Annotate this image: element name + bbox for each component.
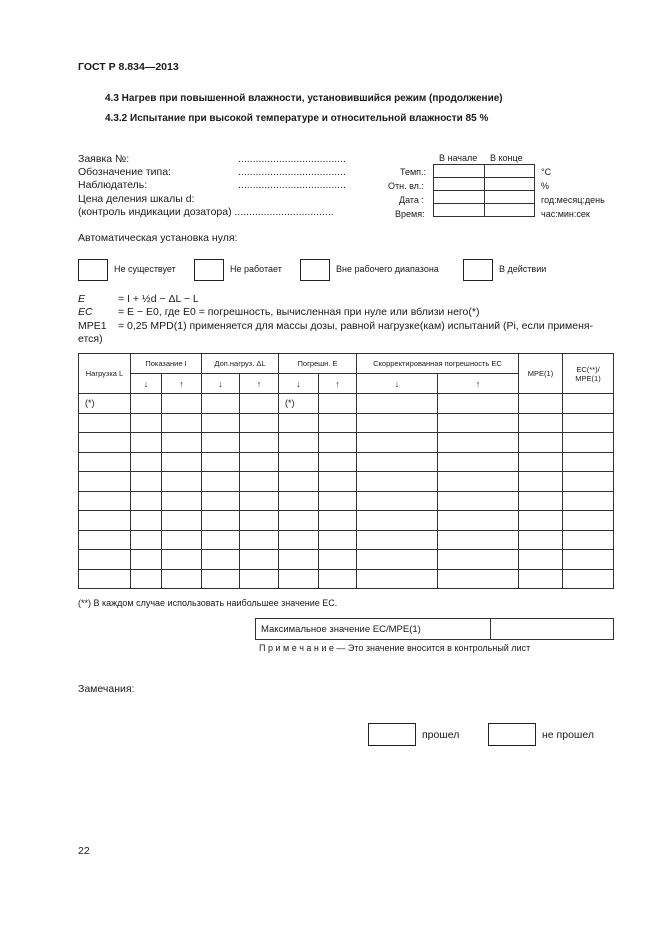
table-cell[interactable] bbox=[131, 569, 162, 589]
table-cell[interactable] bbox=[319, 511, 357, 531]
humidity-start-cell[interactable] bbox=[434, 178, 485, 191]
table-cell[interactable] bbox=[240, 433, 279, 453]
header-add-load: Доп.нагруз. ΔL bbox=[202, 354, 279, 374]
header-load: Нагрузка L bbox=[79, 354, 131, 394]
table-cell[interactable] bbox=[319, 433, 357, 453]
temp-start-cell[interactable] bbox=[434, 165, 485, 178]
note-text: П р и м е ч а н и е — Это значение вносится в контрольный лист bbox=[259, 643, 531, 653]
footnote: (**) В каждом случае использовать наибольшее значение EC. bbox=[78, 598, 338, 608]
time-start-cell[interactable] bbox=[434, 204, 485, 217]
scale-note: (контроль индикации дозатора) .................................. bbox=[78, 206, 334, 218]
scale-label: Цена деления шкалы d: bbox=[78, 193, 195, 205]
table-cell[interactable] bbox=[438, 413, 519, 433]
table-cell[interactable] bbox=[519, 530, 563, 550]
formula-e-label: E bbox=[78, 293, 86, 305]
table-cell[interactable] bbox=[319, 491, 357, 511]
table-row bbox=[79, 394, 614, 414]
table-cell[interactable] bbox=[563, 530, 614, 550]
table-cell[interactable] bbox=[79, 530, 131, 550]
failed-label: не прошел bbox=[542, 729, 594, 741]
table-cell[interactable] bbox=[131, 452, 162, 472]
time-label: Время: bbox=[395, 209, 425, 219]
table-cell[interactable] bbox=[319, 550, 357, 570]
measurement-table bbox=[78, 353, 614, 589]
table-cell[interactable]: (*) bbox=[279, 394, 319, 414]
table-cell[interactable] bbox=[162, 433, 202, 453]
table-cell[interactable] bbox=[202, 394, 240, 414]
arrow-up-icon: ↑ bbox=[438, 374, 519, 394]
table-cell[interactable] bbox=[131, 433, 162, 453]
table-cell[interactable] bbox=[438, 491, 519, 511]
table-cell[interactable] bbox=[357, 491, 438, 511]
table-cell[interactable] bbox=[438, 472, 519, 492]
option-active-label: В действии bbox=[499, 264, 547, 274]
table-cell[interactable] bbox=[563, 452, 614, 472]
table-cell[interactable] bbox=[79, 569, 131, 589]
table-cell[interactable] bbox=[319, 394, 357, 414]
table-cell[interactable] bbox=[519, 452, 563, 472]
max-value-label: Максимальное значение EC/MPE(1) bbox=[256, 619, 491, 640]
table-row bbox=[79, 491, 614, 511]
table-row bbox=[79, 472, 614, 492]
table-cell[interactable] bbox=[162, 511, 202, 531]
date-label: Дата : bbox=[399, 195, 424, 205]
table-cell[interactable] bbox=[131, 472, 162, 492]
table-cell[interactable] bbox=[202, 452, 240, 472]
table-cell[interactable] bbox=[202, 511, 240, 531]
table-cell[interactable] bbox=[438, 452, 519, 472]
option-not-exist-checkbox[interactable] bbox=[78, 259, 108, 281]
col-start-label: В начале bbox=[439, 153, 478, 163]
date-unit: год:месяц:день bbox=[541, 195, 605, 205]
table-cell[interactable] bbox=[162, 491, 202, 511]
arrow-up-icon: ↑ bbox=[162, 374, 202, 394]
table-cell[interactable] bbox=[279, 511, 319, 531]
option-not-working-label: Не работает bbox=[230, 264, 282, 274]
table-cell[interactable] bbox=[162, 569, 202, 589]
humidity-unit: % bbox=[541, 181, 550, 191]
arrow-down-icon: ↓ bbox=[202, 374, 240, 394]
table-cell[interactable] bbox=[563, 491, 614, 511]
table-cell[interactable] bbox=[563, 413, 614, 433]
table-cell[interactable] bbox=[279, 433, 319, 453]
table-cell[interactable] bbox=[279, 491, 319, 511]
table-cell[interactable] bbox=[79, 550, 131, 570]
table-cell[interactable] bbox=[563, 569, 614, 589]
table-cell[interactable] bbox=[438, 530, 519, 550]
observer-dots[interactable]: ..................................... bbox=[238, 179, 346, 191]
table-cell[interactable] bbox=[79, 433, 131, 453]
max-value-table bbox=[255, 618, 614, 640]
table-cell[interactable] bbox=[240, 394, 279, 414]
table-cell[interactable] bbox=[279, 413, 319, 433]
option-not-working-checkbox[interactable] bbox=[194, 259, 224, 281]
time-unit: час:мин:сек bbox=[541, 209, 590, 219]
table-cell[interactable] bbox=[519, 550, 563, 570]
table-cell[interactable] bbox=[162, 452, 202, 472]
table-cell[interactable] bbox=[319, 413, 357, 433]
table-cell[interactable] bbox=[357, 413, 438, 433]
table-cell[interactable] bbox=[519, 433, 563, 453]
table-row bbox=[79, 511, 614, 531]
table-cell[interactable] bbox=[202, 550, 240, 570]
header-corrected: Скорректированная погрешность EC bbox=[357, 354, 519, 374]
table-cell[interactable] bbox=[131, 550, 162, 570]
table-cell[interactable] bbox=[357, 472, 438, 492]
table-cell[interactable] bbox=[563, 511, 614, 531]
request-label: Заявка №: bbox=[78, 153, 130, 165]
table-cell[interactable] bbox=[202, 569, 240, 589]
table-cell[interactable] bbox=[519, 394, 563, 414]
table-cell[interactable]: (*) bbox=[79, 394, 131, 414]
table-cell[interactable] bbox=[202, 491, 240, 511]
table-cell[interactable] bbox=[319, 452, 357, 472]
table-cell[interactable] bbox=[319, 530, 357, 550]
conditions-table bbox=[433, 164, 535, 217]
section-subtitle: 4.3.2 Испытание при высокой температуре и относительной влажности 85 % bbox=[105, 113, 489, 124]
table-cell[interactable] bbox=[357, 433, 438, 453]
humidity-end-cell[interactable] bbox=[484, 178, 535, 191]
table-cell[interactable] bbox=[240, 530, 279, 550]
table-row bbox=[79, 530, 614, 550]
formula-ec-label: EC bbox=[78, 306, 93, 318]
arrow-down-icon: ↓ bbox=[279, 374, 319, 394]
time-end-cell[interactable] bbox=[484, 204, 535, 217]
table-cell[interactable] bbox=[240, 550, 279, 570]
observer-label: Наблюдатель: bbox=[78, 179, 148, 191]
table-cell[interactable] bbox=[519, 472, 563, 492]
table-cell[interactable] bbox=[240, 452, 279, 472]
temp-label: Темп.: bbox=[400, 167, 427, 177]
table-cell[interactable] bbox=[202, 530, 240, 550]
header-ratio: EC(**)/ MPE(1) bbox=[563, 354, 614, 394]
table-cell[interactable] bbox=[563, 433, 614, 453]
option-not-exist-label: Не существует bbox=[114, 264, 176, 274]
table-row bbox=[79, 550, 614, 570]
zero-title: Автоматическая установка нуля: bbox=[78, 232, 238, 244]
date-start-cell[interactable] bbox=[434, 191, 485, 204]
table-cell[interactable] bbox=[131, 394, 162, 414]
arrow-up-icon: ↑ bbox=[240, 374, 279, 394]
table-cell[interactable] bbox=[563, 394, 614, 414]
table-cell[interactable] bbox=[319, 472, 357, 492]
table-cell[interactable] bbox=[563, 472, 614, 492]
table-cell[interactable] bbox=[202, 433, 240, 453]
option-out-of-range-checkbox[interactable] bbox=[300, 259, 330, 281]
passed-label: прошел bbox=[422, 729, 460, 741]
table-cell[interactable] bbox=[131, 530, 162, 550]
table-cell[interactable] bbox=[240, 569, 279, 589]
arrow-down-icon: ↓ bbox=[357, 374, 438, 394]
formula-mpe: = 0,25 MPD(1) применяется для массы дозы, равной нагрузке(кам) испытаний (Pi, если применя- bbox=[118, 320, 594, 332]
table-cell[interactable] bbox=[240, 511, 279, 531]
table-cell[interactable] bbox=[162, 530, 202, 550]
table-cell[interactable] bbox=[357, 530, 438, 550]
table-cell[interactable] bbox=[519, 413, 563, 433]
table-cell[interactable] bbox=[279, 472, 319, 492]
table-cell[interactable] bbox=[519, 491, 563, 511]
table-cell[interactable] bbox=[438, 569, 519, 589]
table-cell[interactable] bbox=[563, 550, 614, 570]
table-cell[interactable] bbox=[519, 569, 563, 589]
table-cell[interactable] bbox=[279, 569, 319, 589]
type-dots[interactable]: ..................................... bbox=[238, 166, 346, 178]
table-cell[interactable] bbox=[240, 491, 279, 511]
table-cell[interactable] bbox=[438, 550, 519, 570]
formula-mpe-cont: ется) bbox=[78, 333, 103, 345]
request-dots[interactable]: ..................................... bbox=[238, 153, 346, 165]
header-indication: Показание I bbox=[131, 354, 202, 374]
humidity-label: Отн. вл.: bbox=[388, 181, 424, 191]
table-cell[interactable] bbox=[79, 491, 131, 511]
table-row bbox=[79, 452, 614, 472]
arrow-up-icon: ↑ bbox=[319, 374, 357, 394]
arrow-down-icon: ↓ bbox=[131, 374, 162, 394]
doc-header: ГОСТ Р 8.834—2013 bbox=[78, 61, 179, 73]
failed-checkbox[interactable] bbox=[488, 723, 536, 746]
table-cell[interactable] bbox=[79, 452, 131, 472]
table-cell[interactable] bbox=[279, 452, 319, 472]
type-label: Обозначение типа: bbox=[78, 166, 171, 178]
option-active-checkbox[interactable] bbox=[463, 259, 493, 281]
table-row bbox=[79, 569, 614, 589]
formula-e: = I + ½d − ΔL − L bbox=[118, 293, 199, 305]
table-cell[interactable] bbox=[438, 433, 519, 453]
table-cell[interactable] bbox=[162, 413, 202, 433]
table-cell[interactable] bbox=[202, 472, 240, 492]
max-value-cell[interactable] bbox=[491, 619, 614, 640]
table-cell[interactable] bbox=[279, 530, 319, 550]
date-end-cell[interactable] bbox=[484, 191, 535, 204]
table-cell[interactable] bbox=[438, 394, 519, 414]
table-cell[interactable] bbox=[438, 511, 519, 531]
page-number: 22 bbox=[78, 845, 90, 857]
header-mpe: MPE(1) bbox=[519, 354, 563, 394]
header-error: Погрешн. E bbox=[279, 354, 357, 374]
table-cell[interactable] bbox=[79, 413, 131, 433]
table-cell[interactable] bbox=[357, 550, 438, 570]
passed-checkbox[interactable] bbox=[368, 723, 416, 746]
option-out-of-range-label: Вне рабочего диапазона bbox=[336, 264, 439, 274]
table-cell[interactable] bbox=[162, 394, 202, 414]
remarks-label: Замечания: bbox=[78, 683, 135, 695]
temp-unit: °C bbox=[541, 167, 552, 177]
formula-mpe-label: MPE1 bbox=[78, 320, 107, 332]
table-cell[interactable] bbox=[240, 413, 279, 433]
table-row bbox=[79, 433, 614, 453]
table-cell[interactable] bbox=[357, 394, 438, 414]
table-cell[interactable] bbox=[162, 550, 202, 570]
table-row bbox=[79, 413, 614, 433]
formula-ec: = E − E0, где E0 = погрешность, вычисленная при нуле или вблизи него(*) bbox=[118, 306, 480, 318]
table-cell[interactable] bbox=[319, 569, 357, 589]
table-cell[interactable] bbox=[202, 413, 240, 433]
table-cell[interactable] bbox=[240, 472, 279, 492]
section-title: 4.3 Нагрев при повышенной влажности, установившийся режим (продолжение) bbox=[105, 93, 503, 104]
table-cell[interactable] bbox=[519, 511, 563, 531]
table-cell[interactable] bbox=[79, 511, 131, 531]
table-cell[interactable] bbox=[131, 413, 162, 433]
table-cell[interactable] bbox=[357, 452, 438, 472]
temp-end-cell[interactable] bbox=[484, 165, 535, 178]
table-cell[interactable] bbox=[131, 511, 162, 531]
table-cell[interactable] bbox=[279, 550, 319, 570]
table-cell[interactable] bbox=[131, 491, 162, 511]
table-cell[interactable] bbox=[357, 569, 438, 589]
col-end-label: В конце bbox=[490, 153, 523, 163]
table-cell[interactable] bbox=[162, 472, 202, 492]
table-cell[interactable] bbox=[357, 511, 438, 531]
table-cell[interactable] bbox=[79, 472, 131, 492]
